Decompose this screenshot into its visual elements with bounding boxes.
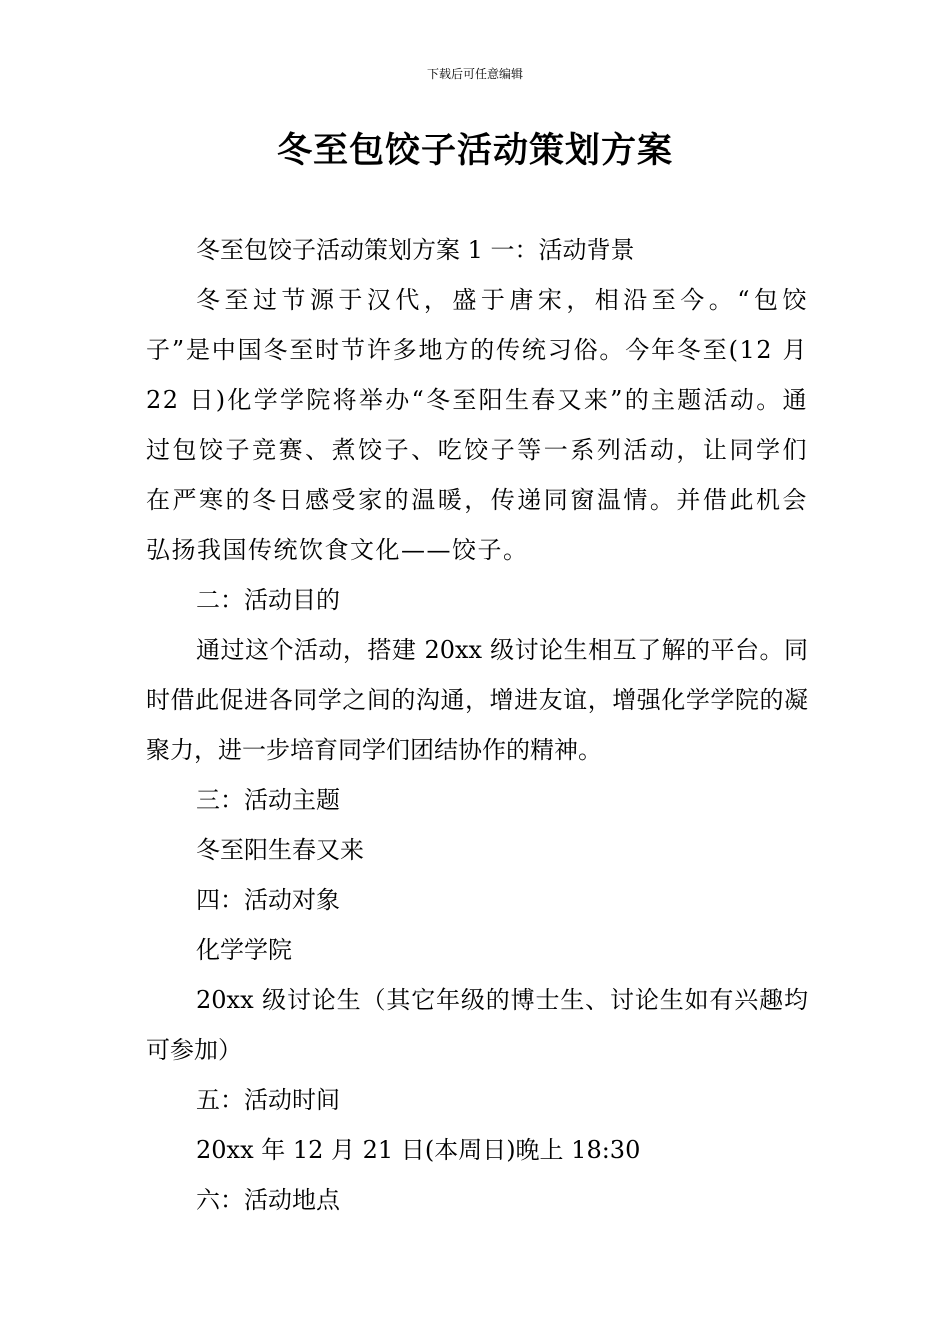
document-body <box>146 225 808 1225</box>
purpose-paragraph: 通过这个活动，搭建 20xx 级讨论生相互了解的平台。同时借此促进各同学之间的沟通，增进友谊，增强化学学院的凝聚力，进一步培育同学们团结协作的精神。 <box>146 636 808 764</box>
target-students-text: 20xx 级讨论生（其它年级的博士生、讨论生如有兴趣均可参加） <box>146 986 808 1064</box>
background-paragraph: 冬至过节源于汉代，盛于唐宋，相沿至今。“包饺子”是中国冬至时节许多地方的传统习俗。今年冬至(12 月22 日)化学学院将举办“冬至阳生春又来”的主题活动。通过包饺子竞赛、煮饺子、吃饺子等一系列活动，让同学们在严寒的冬日感受家的温暖，传递同窗温情。并借此机会弘扬我国传统饮食文化——饺子。 <box>146 286 808 564</box>
target-school-text: 化学学院 <box>196 936 292 964</box>
section-6-heading: 六：活动地点 <box>196 1186 340 1214</box>
document-title: 冬至包饺子活动策划方案 <box>276 131 673 171</box>
section-2-heading: 二：活动目的 <box>196 586 340 614</box>
section-3-heading: 三：活动主题 <box>196 786 340 814</box>
page-header-note: 下载后可任意编辑 <box>426 67 523 81</box>
section-1-heading: 冬至包饺子活动策划方案 1 一：活动背景 <box>196 236 635 264</box>
section-5-heading: 五：活动时间 <box>196 1086 340 1114</box>
time-text: 20xx 年 12 月 21 日(本周日)晚上 18:30 <box>196 1136 641 1164</box>
theme-text: 冬至阳生春又来 <box>196 836 364 864</box>
section-4-heading: 四：活动对象 <box>196 886 340 914</box>
